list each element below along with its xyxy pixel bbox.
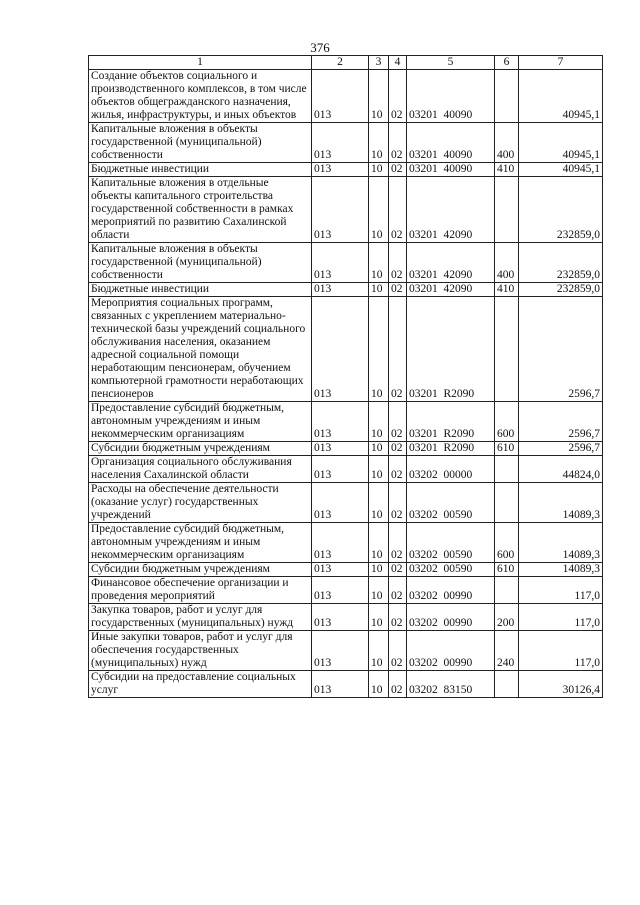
- table-row: [89, 577, 603, 604]
- cell-code: 013: [312, 523, 369, 563]
- cell-name: Мероприятия социальных программ, связанных с укреплением материально-технической базы учреждений социального обслуживания населения, оказанием адресной социальной помощи неработающим пенсионерам, обучением компьютерной грамотности неработающих пенсионеров: [89, 297, 312, 402]
- cell-code: 013: [312, 163, 369, 177]
- cell-code: 013: [312, 243, 369, 283]
- cell-code: 013: [312, 177, 369, 243]
- column-header: 1: [89, 56, 312, 70]
- cell-target: 03201 40090: [407, 123, 495, 163]
- cell-section: 10: [369, 402, 389, 442]
- cell-target: 03202 00000: [407, 456, 495, 483]
- cell-subsection: 02: [389, 70, 407, 123]
- cell-section: 10: [369, 123, 389, 163]
- cell-amount: 2596,7: [519, 402, 603, 442]
- cell-amount: 14089,3: [519, 563, 603, 577]
- table-row: [89, 456, 603, 483]
- cell-code: 013: [312, 402, 369, 442]
- cell-code: 013: [312, 456, 369, 483]
- cell-name: Предоставление субсидий бюджетным, автономным учреждениям и иным некоммерческим организациям: [89, 523, 312, 563]
- cell-target: 03202 00990: [407, 604, 495, 631]
- column-header: 4: [389, 56, 407, 70]
- cell-type: [495, 483, 519, 523]
- table-row: [89, 442, 603, 456]
- table-row: [89, 523, 603, 563]
- table-row: [89, 243, 603, 283]
- cell-code: 013: [312, 631, 369, 671]
- cell-name: Создание объектов социального и производственного комплексов, в том числе объектов общегражданского назначения, жилья, инфраструктуры, и иных объектов: [89, 70, 312, 123]
- cell-section: 10: [369, 163, 389, 177]
- cell-subsection: 02: [389, 483, 407, 523]
- cell-type: [495, 671, 519, 698]
- cell-type: 610: [495, 563, 519, 577]
- cell-section: 10: [369, 456, 389, 483]
- cell-name: Капитальные вложения в объекты государственной (муниципальной) собственности: [89, 243, 312, 283]
- cell-name: Бюджетные инвестиции: [89, 163, 312, 177]
- cell-section: 10: [369, 671, 389, 698]
- cell-code: 013: [312, 671, 369, 698]
- cell-target: 03201 42090: [407, 243, 495, 283]
- budget-table: [88, 55, 603, 698]
- table-row: [89, 563, 603, 577]
- cell-subsection: 02: [389, 243, 407, 283]
- cell-amount: 2596,7: [519, 297, 603, 402]
- cell-target: 03201 R2090: [407, 402, 495, 442]
- table-row: [89, 604, 603, 631]
- cell-type: 600: [495, 402, 519, 442]
- cell-amount: 117,0: [519, 604, 603, 631]
- cell-amount: 30126,4: [519, 671, 603, 698]
- cell-subsection: 02: [389, 283, 407, 297]
- cell-name: Иные закупки товаров, работ и услуг для обеспечения государственных (муниципальных) нужд: [89, 631, 312, 671]
- cell-amount: 40945,1: [519, 70, 603, 123]
- column-header: 7: [519, 56, 603, 70]
- table-row: [89, 177, 603, 243]
- cell-subsection: 02: [389, 631, 407, 671]
- table-row: [89, 671, 603, 698]
- cell-type: [495, 456, 519, 483]
- cell-type: 410: [495, 283, 519, 297]
- cell-name: Капитальные вложения в отдельные объекты капитального строительства государственной собственности в рамках мероприятий по развитию Сахалинской области: [89, 177, 312, 243]
- cell-name: Организация социального обслуживания населения Сахалинской области: [89, 456, 312, 483]
- cell-target: 03201 40090: [407, 163, 495, 177]
- cell-subsection: 02: [389, 297, 407, 402]
- cell-section: 10: [369, 563, 389, 577]
- cell-name: Расходы на обеспечение деятельности (оказание услуг) государственных учреждений: [89, 483, 312, 523]
- table-row: [89, 297, 603, 402]
- cell-section: 10: [369, 283, 389, 297]
- cell-target: 03201 R2090: [407, 442, 495, 456]
- cell-subsection: 02: [389, 402, 407, 442]
- table-row: [89, 631, 603, 671]
- cell-type: [495, 177, 519, 243]
- cell-amount: 117,0: [519, 577, 603, 604]
- cell-section: 10: [369, 243, 389, 283]
- cell-amount: 117,0: [519, 631, 603, 671]
- cell-type: 240: [495, 631, 519, 671]
- cell-code: 013: [312, 483, 369, 523]
- cell-amount: 14089,3: [519, 483, 603, 523]
- cell-name: Закупка товаров, работ и услуг для государственных (муниципальных) нужд: [89, 604, 312, 631]
- cell-type: [495, 70, 519, 123]
- cell-name: Субсидии бюджетным учреждениям: [89, 563, 312, 577]
- cell-subsection: 02: [389, 523, 407, 563]
- table-row: [89, 70, 603, 123]
- cell-type: 610: [495, 442, 519, 456]
- cell-section: 10: [369, 631, 389, 671]
- cell-target: 03202 00590: [407, 563, 495, 577]
- cell-amount: 232859,0: [519, 283, 603, 297]
- cell-subsection: 02: [389, 123, 407, 163]
- cell-target: 03202 83150: [407, 671, 495, 698]
- cell-name: Предоставление субсидий бюджетным, автономным учреждениям и иным некоммерческим организациям: [89, 402, 312, 442]
- cell-amount: 44824,0: [519, 456, 603, 483]
- table-row: [89, 163, 603, 177]
- cell-section: 10: [369, 442, 389, 456]
- cell-target: 03202 00990: [407, 577, 495, 604]
- column-header: 3: [369, 56, 389, 70]
- cell-target: 03201 R2090: [407, 297, 495, 402]
- cell-type: 410: [495, 163, 519, 177]
- cell-section: 10: [369, 297, 389, 402]
- cell-name: Капитальные вложения в объекты государственной (муниципальной) собственности: [89, 123, 312, 163]
- cell-code: 013: [312, 604, 369, 631]
- cell-code: 013: [312, 123, 369, 163]
- cell-section: 10: [369, 523, 389, 563]
- cell-type: 400: [495, 243, 519, 283]
- cell-amount: 14089,3: [519, 523, 603, 563]
- cell-target: 03201 42090: [407, 283, 495, 297]
- cell-subsection: 02: [389, 577, 407, 604]
- cell-section: 10: [369, 483, 389, 523]
- cell-subsection: 02: [389, 442, 407, 456]
- column-header: 5: [407, 56, 495, 70]
- cell-code: 013: [312, 563, 369, 577]
- column-header: 2: [312, 56, 369, 70]
- cell-target: 03202 00590: [407, 523, 495, 563]
- cell-name: Субсидии бюджетным учреждениям: [89, 442, 312, 456]
- cell-subsection: 02: [389, 563, 407, 577]
- table-row: [89, 402, 603, 442]
- table-row: [89, 483, 603, 523]
- cell-code: 013: [312, 70, 369, 123]
- cell-amount: 2596,7: [519, 442, 603, 456]
- cell-type: 600: [495, 523, 519, 563]
- cell-subsection: 02: [389, 604, 407, 631]
- cell-amount: 232859,0: [519, 243, 603, 283]
- cell-amount: 40945,1: [519, 123, 603, 163]
- cell-name: Субсидии на предоставление социальных услуг: [89, 671, 312, 698]
- cell-amount: 232859,0: [519, 177, 603, 243]
- page-number: 376: [310, 40, 330, 55]
- cell-code: 013: [312, 297, 369, 402]
- cell-target: 03202 00990: [407, 631, 495, 671]
- cell-target: 03202 00590: [407, 483, 495, 523]
- cell-type: 400: [495, 123, 519, 163]
- cell-subsection: 02: [389, 456, 407, 483]
- cell-section: 10: [369, 604, 389, 631]
- cell-subsection: 02: [389, 671, 407, 698]
- cell-amount: 40945,1: [519, 163, 603, 177]
- cell-section: 10: [369, 70, 389, 123]
- cell-type: 200: [495, 604, 519, 631]
- cell-code: 013: [312, 283, 369, 297]
- cell-code: 013: [312, 442, 369, 456]
- cell-section: 10: [369, 577, 389, 604]
- table-row: [89, 283, 603, 297]
- cell-section: 10: [369, 177, 389, 243]
- table-row: [89, 123, 603, 163]
- cell-subsection: 02: [389, 177, 407, 243]
- cell-target: 03201 40090: [407, 70, 495, 123]
- cell-target: 03201 42090: [407, 177, 495, 243]
- header-row: [89, 56, 603, 70]
- cell-name: Бюджетные инвестиции: [89, 283, 312, 297]
- cell-type: [495, 297, 519, 402]
- cell-code: 013: [312, 577, 369, 604]
- cell-name: Финансовое обеспечение организации и проведения мероприятий: [89, 577, 312, 604]
- column-header: 6: [495, 56, 519, 70]
- cell-type: [495, 577, 519, 604]
- cell-subsection: 02: [389, 163, 407, 177]
